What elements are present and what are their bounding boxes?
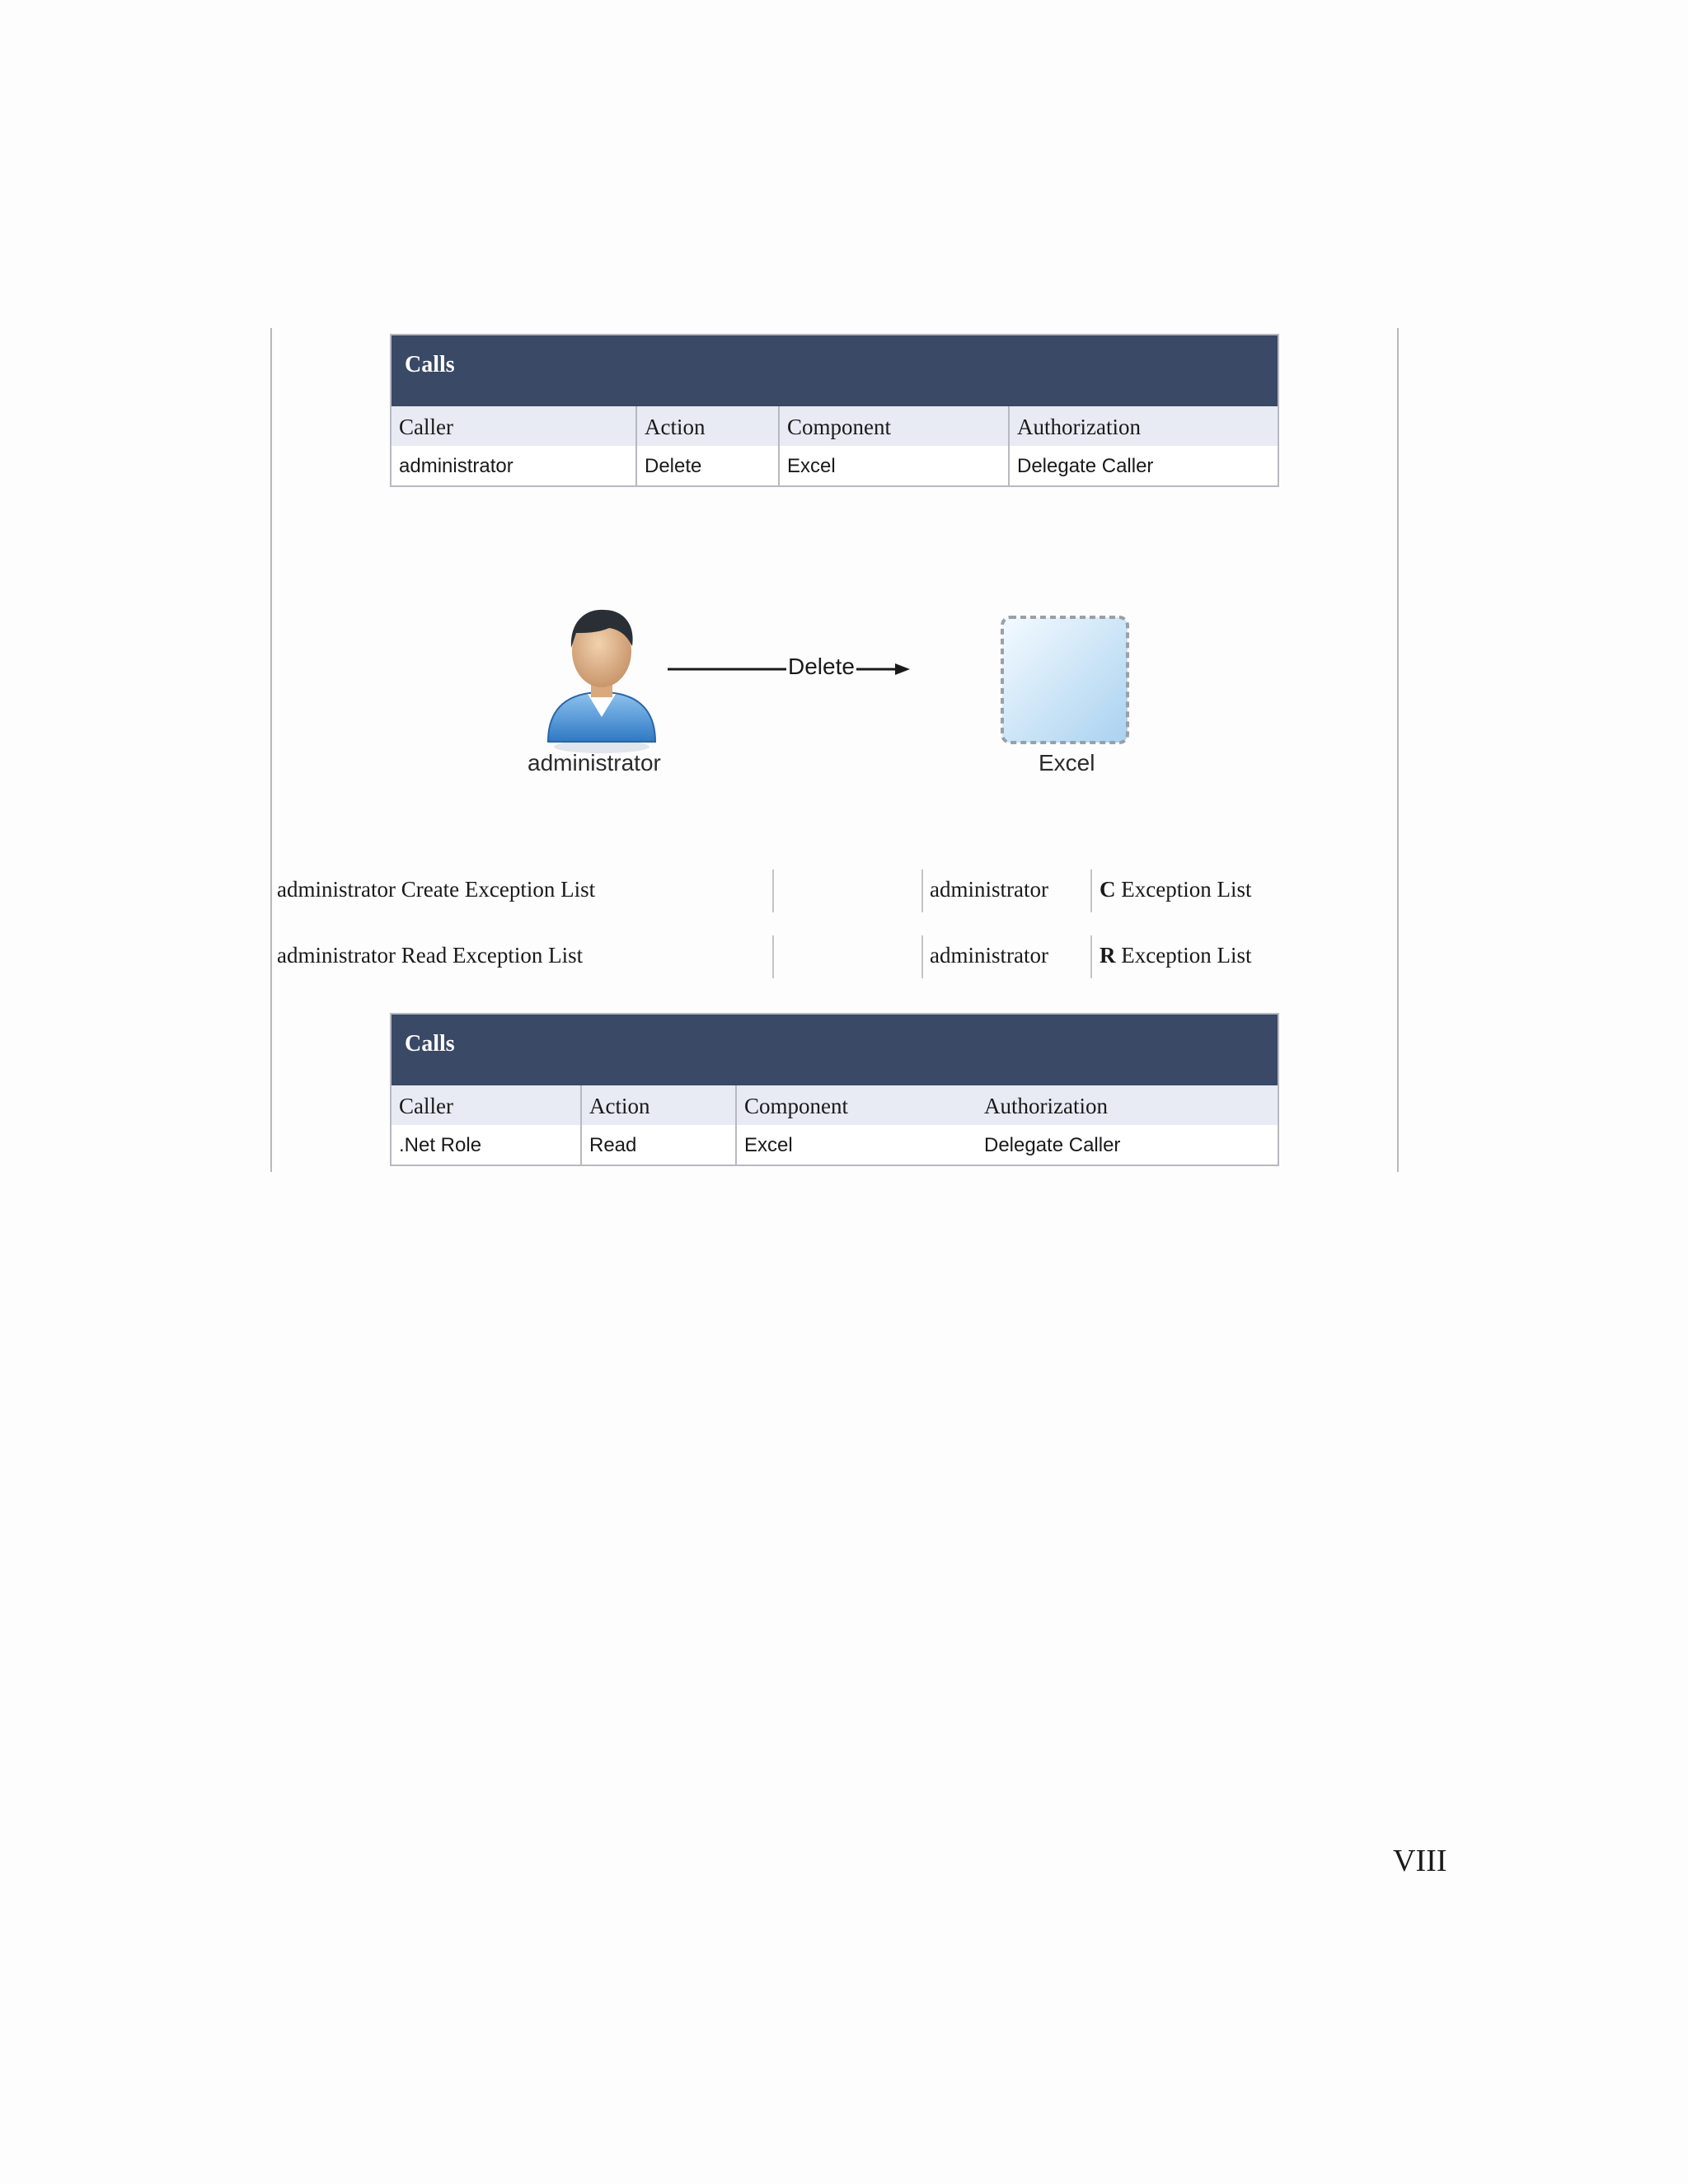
column-divider	[921, 935, 923, 978]
calls-table-title: Calls	[392, 1015, 1278, 1085]
calls-table-grid	[392, 1085, 1278, 1165]
column-header-caller: Caller	[392, 1085, 580, 1125]
calls-table-1	[390, 334, 1279, 487]
calls-table-2	[390, 1013, 1279, 1166]
column-header-component: Component	[735, 1085, 984, 1125]
exception-list-cell	[1100, 943, 1251, 968]
table-cell-caller: .Net Role	[392, 1125, 580, 1165]
exception-caller: administrator	[930, 877, 1048, 902]
table-cell-component: Excel	[735, 1125, 984, 1165]
exception-description: administrator Create Exception List	[277, 877, 596, 902]
page-frame-left-line	[270, 328, 272, 1172]
component-node-label: Excel	[1039, 750, 1095, 776]
table-cell-authorization: Delegate Caller	[984, 1125, 1278, 1165]
column-divider	[772, 935, 774, 978]
caller-node-label: administrator	[528, 750, 661, 776]
column-divider	[1090, 869, 1092, 912]
column-divider	[921, 869, 923, 912]
edge-label-action: Delete	[788, 654, 855, 679]
table-cell-action: Delete	[635, 446, 778, 485]
calls-table-grid	[392, 406, 1278, 485]
column-divider	[1090, 935, 1092, 978]
table-cell-authorization: Delegate Caller	[1008, 446, 1278, 485]
table-cell-action: Read	[580, 1125, 735, 1165]
table-cell-component: Excel	[778, 446, 1008, 485]
exception-caller: administrator	[930, 943, 1048, 968]
calls-table-title: Calls	[392, 335, 1278, 406]
exception-description: administrator Read Exception List	[277, 943, 584, 968]
table-cell-caller: administrator	[392, 446, 635, 485]
column-header-action: Action	[635, 406, 778, 446]
column-header-action: Action	[580, 1085, 735, 1125]
exception-list-label: Exception List	[1121, 943, 1252, 968]
user-icon	[540, 600, 663, 757]
call-diagram	[495, 593, 1154, 799]
column-header-component: Component	[778, 406, 1008, 446]
column-divider	[772, 869, 774, 912]
component-box-icon	[997, 612, 1137, 752]
column-header-authorization: Authorization	[1008, 406, 1278, 446]
column-header-caller: Caller	[392, 406, 635, 446]
exception-permission-letter: R	[1100, 943, 1116, 968]
exception-permission-letter: C	[1100, 877, 1116, 902]
page-frame-right-line	[1397, 328, 1399, 1172]
exception-list-label: Exception List	[1121, 877, 1252, 902]
exception-list-cell	[1100, 877, 1251, 902]
column-header-authorization: Authorization	[984, 1085, 1278, 1125]
page-number: VIII	[1393, 1844, 1447, 1878]
